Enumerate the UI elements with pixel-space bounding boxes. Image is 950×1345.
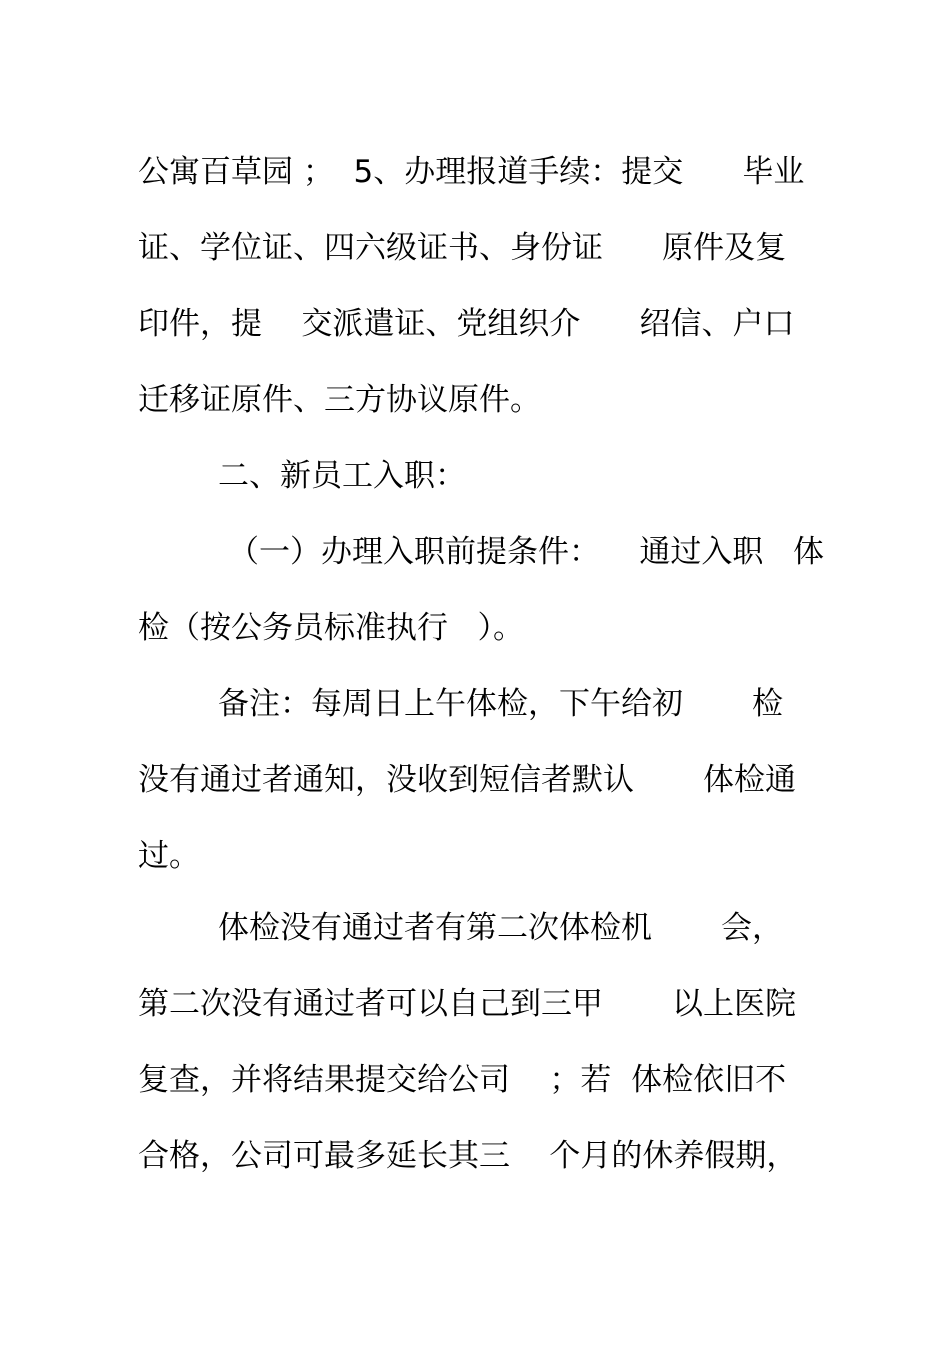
text-line: （一）办理入职前提条件： 通过入职 体	[228, 534, 824, 570]
text-line: 迁移证原件、三方协议原件。	[138, 382, 541, 418]
text-line: 合格，公司可最多延长其三 个月的休养假期，	[138, 1138, 798, 1174]
text-line: 复查，并将结果提交给公司 ；若 体检依旧不	[138, 1062, 787, 1098]
text-line: 体检没有通过者有第二次体检机 会，	[218, 910, 783, 946]
note-line: 备注：每周日上午体检，下午给初 检	[218, 686, 783, 722]
text-line: 检（按公务员标准执行 ）。	[138, 610, 525, 646]
section-heading: 二、新员工入职：	[218, 458, 466, 494]
text-line: 没有通过者通知，没收到短信者默认 体检通	[138, 762, 796, 798]
text-line: 证、学位证、四六级证书、身份证 原件及复	[138, 230, 787, 266]
text-line: 印件，提 交派遣证、党组织介 绍信、户口	[138, 306, 795, 342]
text-line: 公寓百草园 ； 5、办理报道手续：提交 毕业	[138, 154, 805, 190]
text-line: 第二次没有通过者可以自己到三甲 以上医院	[138, 986, 796, 1022]
text-line: 过。	[138, 838, 200, 874]
